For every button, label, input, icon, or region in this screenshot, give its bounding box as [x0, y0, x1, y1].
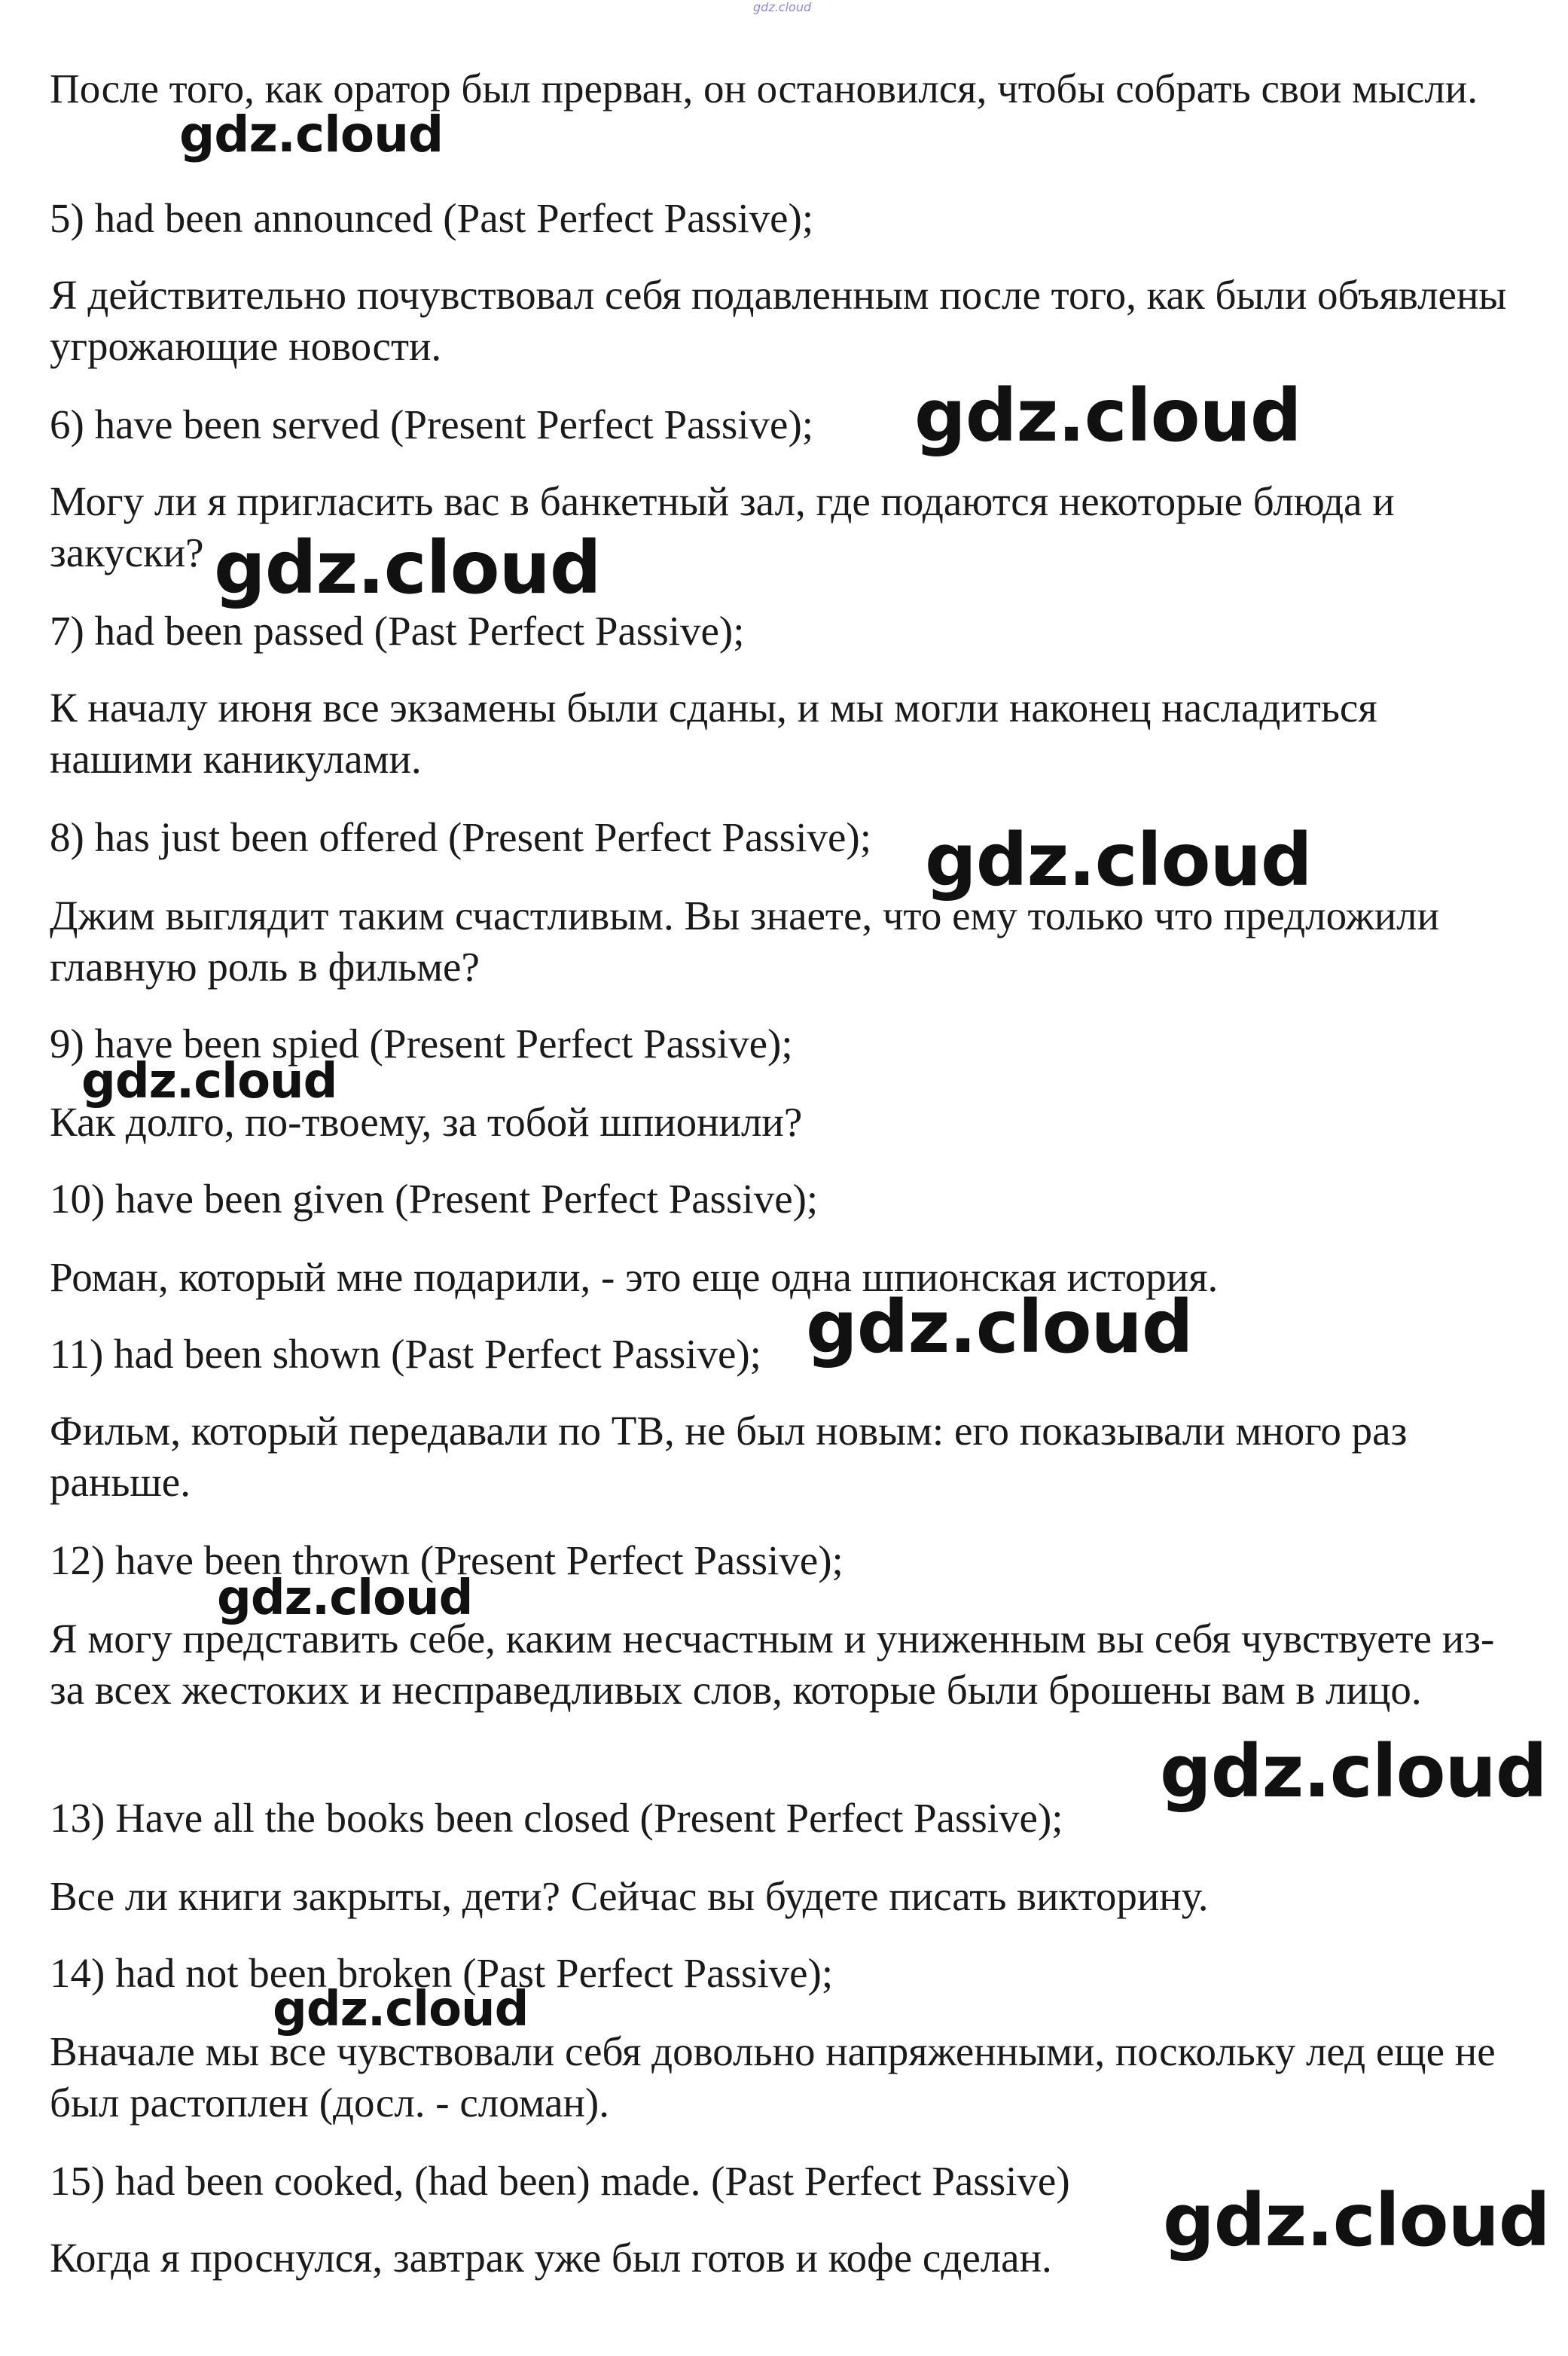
paragraph-translation-5: Я действительно почувствовал себя подавленным после того, как были объявлены угрожающие новости. — [50, 272, 1507, 369]
watermark: gdz.cloud — [179, 105, 444, 163]
paragraph-translation-14: Вначале мы все чувствовали себя довольно напряженными, поскольку лед еще не был растоплен (досл. - сломан). — [50, 2028, 1496, 2126]
watermark: gdz.cloud — [806, 1285, 1193, 1369]
paragraph-translation-6: Могу ли я пригласить вас в банкетный зал, где подаются некоторые блюда и закуски? — [50, 478, 1395, 575]
paragraph-answer-8: 8) has just been offered (Present Perfect Passive); — [50, 814, 872, 860]
watermark: gdz.cloud — [914, 374, 1301, 458]
paragraph-answer-9: 9) have been spied (Present Perfect Passive); — [50, 1021, 793, 1067]
watermark: gdz.cloud — [925, 818, 1312, 902]
paragraph-answer-15: 15) had been cooked, (had been) made. (Past Perfect Passive) — [50, 2158, 1070, 2204]
paragraph-answer-5: 5) had been announced (Past Perfect Passive); — [50, 195, 814, 241]
paragraph-translation-15: Когда я проснулся, завтрак уже был готов и кофе сделан. — [50, 2235, 1052, 2281]
watermark: gdz.cloud — [273, 1982, 529, 2037]
paragraph-answer-13: 13) Have all the books been closed (Present Perfect Passive); — [50, 1795, 1063, 1841]
paragraph-translation-8: Джим выглядит таким счастливым. Вы знаете, что ему только что предложили главную роль в фильме? — [50, 893, 1440, 990]
paragraph-answer-14: 14) had not been broken (Past Perfect Passive); — [50, 1950, 834, 1996]
paragraph-answer-12: 12) have been thrown (Present Perfect Passive); — [50, 1537, 843, 1583]
paragraph-answer-10: 10) have been given (Present Perfect Passive); — [50, 1176, 819, 1222]
paragraph-answer-7: 7) had been passed (Past Perfect Passive); — [50, 608, 745, 654]
paragraph-answer-6: 6) have been served (Present Perfect Passive); — [50, 401, 814, 447]
paragraph-answer-11: 11) had been shown (Past Perfect Passive); — [50, 1331, 761, 1377]
paragraph-translation-9: Как долго, по-твоему, за тобой шпионили? — [50, 1099, 803, 1145]
watermark: gdz.cloud — [214, 526, 601, 610]
watermark: gdz.cloud — [1163, 2178, 1550, 2263]
paragraph-translation-12: Я могу представить себе, каким несчастным и униженным вы себя чувствуете из-за всех жестоких и несправедливых слов, которые были брошены вам в лицо. — [50, 1616, 1495, 1713]
watermark: gdz.cloud — [1160, 1729, 1547, 1814]
paragraph-translation-13: Все ли книги закрыты, дети? Сейчас вы будете писать викторину. — [50, 1873, 1209, 1919]
paragraph-translation-11: Фильм, который передавали по ТВ, не был новым: его показывали много раз раньше. — [50, 1408, 1408, 1505]
watermark: gdz.cloud — [217, 1570, 473, 1626]
paragraph-translation-7: К началу июня все экзамены были сданы, и мы могли наконец насладиться нашими каникулами. — [50, 685, 1377, 782]
paragraph-translation-10: Роман, который мне подарили, - это еще одна шпионская история. — [50, 1254, 1219, 1300]
paragraph-translation-4: После того, как оратор был прерван, он остановился, чтобы собрать свои мысли. — [50, 66, 1478, 111]
header-watermark: gdz.cloud — [753, 0, 812, 14]
watermark: gdz.cloud — [81, 1054, 337, 1109]
